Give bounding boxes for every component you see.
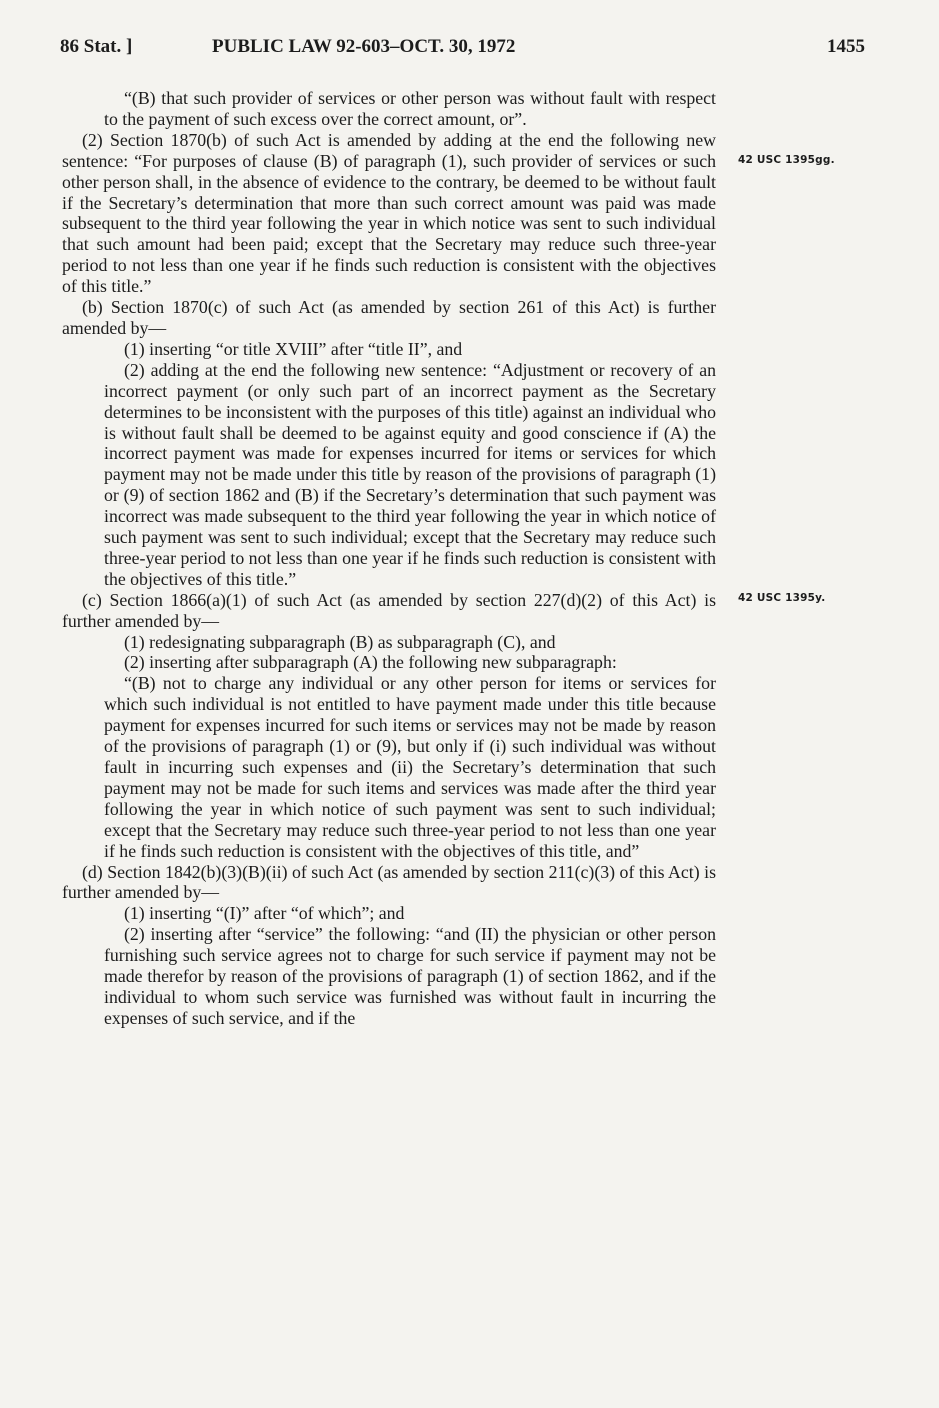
statute-volume: 86 Stat. ]	[60, 36, 133, 57]
paragraph: (b) Section 1870(c) of such Act (as amended by section 261 of this Act) is further amended by—	[62, 297, 716, 338]
paragraph: (1) redesignating subparagraph (B) as subparagraph (C), and	[124, 631, 556, 652]
paragraph: (d) Section 1842(b)(3)(B)(ii) of such Act (as amended by section 211(c)(3) of this Act) is further amended by—	[62, 861, 716, 903]
page-header	[60, 36, 865, 66]
law-title: PUBLIC LAW 92-603–OCT. 30, 1972	[212, 36, 516, 57]
margin-note-usc-1395y: 42 USC 1395y.	[738, 592, 826, 604]
body-text	[62, 88, 716, 1029]
paragraph: “(B) that such provider of services or other person was without fault with respect to the payment of such excess over the correct amount, or”.	[104, 88, 716, 129]
paragraph: (2) Section 1870(b) of such Act is amended by adding at the end the following new sentence: “For purposes of clause (B) of paragraph (1), such provider of services or such other person shall, in the absence of evidence to the contrary, be deemed to be without fault if the Secretary’s determination that more than such correct amount was paid was made subsequent to the third year following the year in which notice was sent to such individual that such amount had been paid; except that the Secretary may reduce such three-year period to not less than one year if he finds such reduction is consistent with the objectives of this title.”	[62, 129, 716, 297]
paragraph: (c) Section 1866(a)(1) of such Act (as amended by section 227(d)(2) of this Act) is further amended by—	[62, 589, 716, 631]
margin-note-usc-1395gg: 42 USC 1395gg.	[738, 154, 835, 166]
paragraph: (1) inserting “(I)” after “of which”; and	[124, 903, 405, 924]
paragraph: (1) inserting “or title XVIII” after “title II”, and	[124, 338, 463, 359]
paragraph: (2) inserting after “service” the following: “and (II) the physician or other person furnishing such service agrees not to charge for such service if payment may not be made therefor by reason of the provisions of paragraph (1) of section 1862, and if the individual to whom such service was furnished was without fault in incurring the expenses of such service, and if the	[104, 924, 716, 1028]
paragraph: (2) inserting after subparagraph (A) the following new subparagraph:	[124, 652, 617, 673]
paragraph: (2) adding at the end the following new sentence: “Adjustment or recovery of an incorrect payment (or only such part of an incorrect payment as the Secretary determines to be inconsistent with the purposes of this title) against an individual who is without fault shall be deemed to be against equity and good conscience if (A) the incorrect payment was made for expenses incurred for items or services for which payment may not be made under this title by reason of the provisions of paragraph (1) or (9) of section 1862 and (B) if the Secretary’s determination that such payment was incorrect was made subsequent to the third year following the year in which notice of such payment was sent to such individual; except that the Secretary may reduce such three-year period to not less than one year if he finds such reduction is consistent with the objectives of this title.”	[104, 359, 716, 589]
page-number: 1455	[827, 36, 865, 57]
paragraph: “(B) not to charge any individual or any other person for items or services for which such individual is not entitled to have payment made under this title because payment for expenses incurred for such items or services may not be made by reason of the provisions of paragraph (1) or (9), but only if (i) such individual was without fault in incurring such expenses and (ii) the Secretary’s determination that such payment may not be made for such items and services was made after the third year following the year in which notice of such payment was sent to such individual; except that the Secretary may reduce such three-year period to not less than one year if he finds such reduction is consistent with the objectives of this title, and”	[104, 673, 716, 861]
